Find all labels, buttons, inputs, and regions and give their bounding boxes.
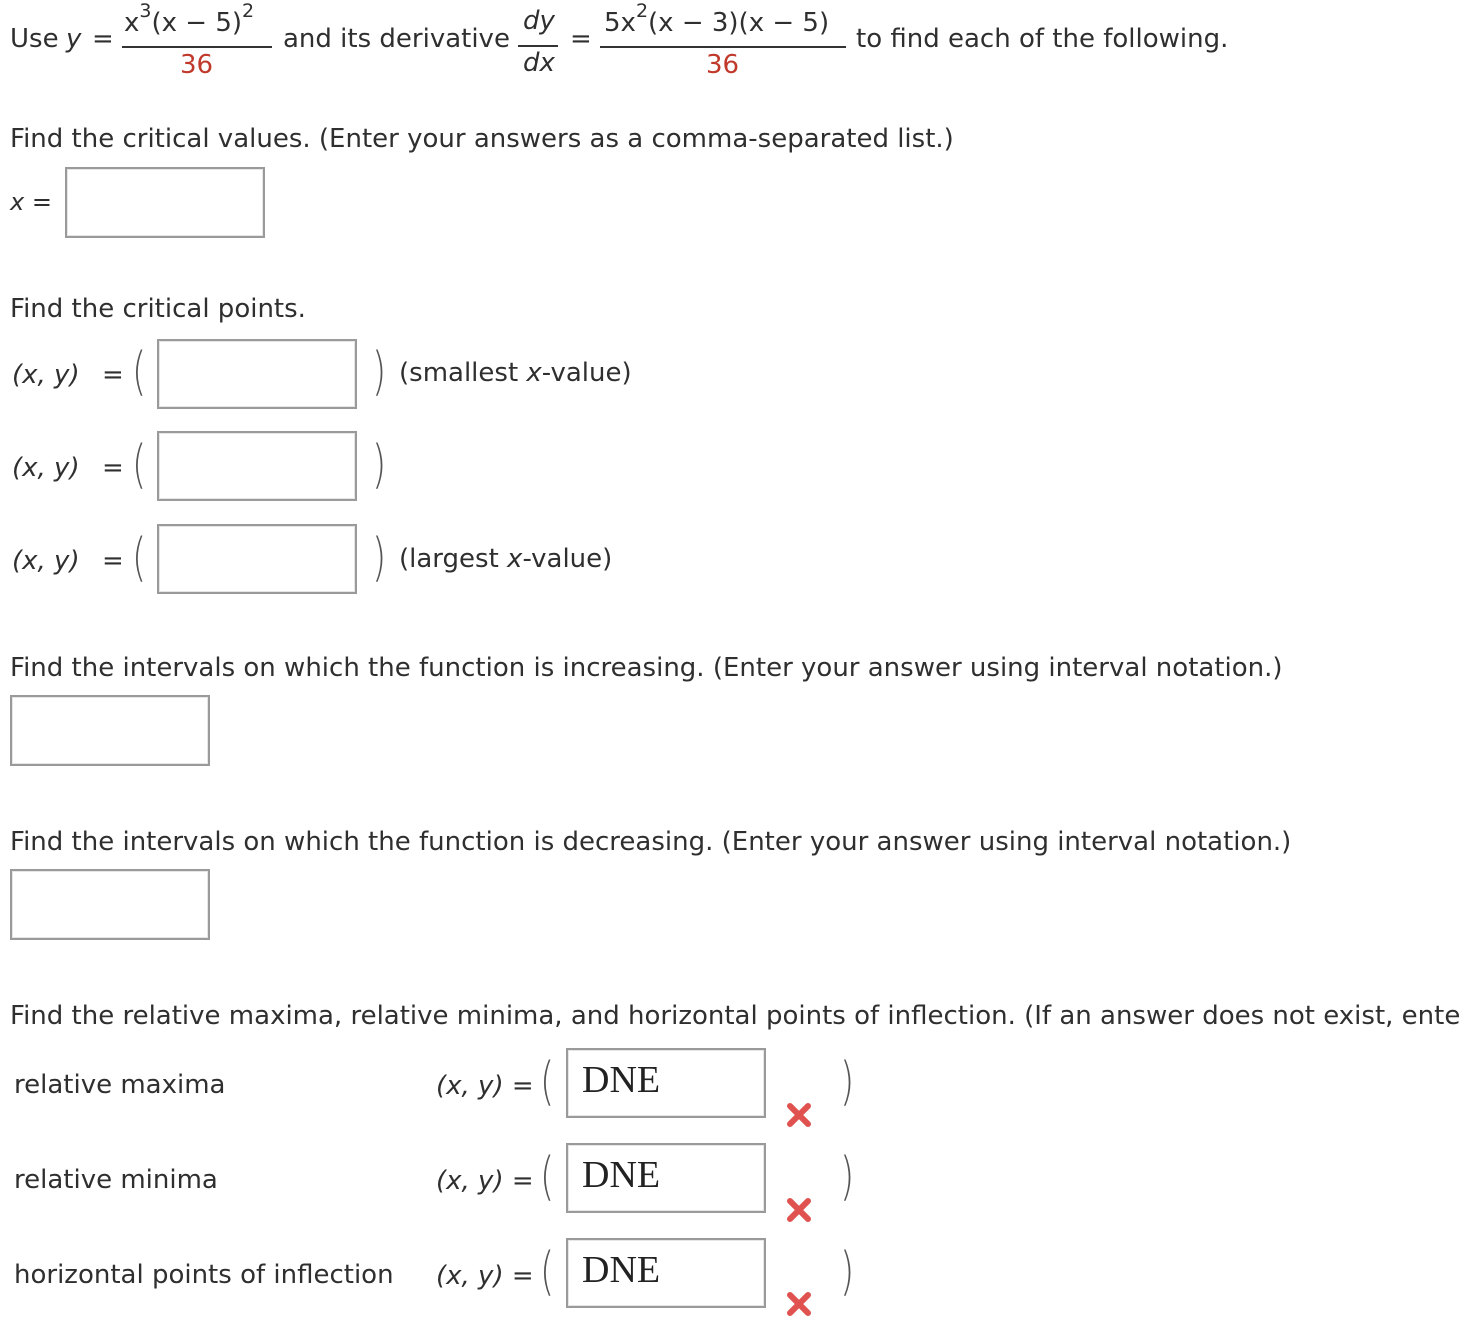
relative-minima-label: relative minima: [14, 1165, 218, 1195]
function-numerator: $x^3(x - 5)^2$: [124, 0, 255, 38]
incorrect-icon: [786, 1197, 812, 1223]
inflection-value: DNE: [582, 1249, 661, 1291]
open-paren: (: [540, 1052, 555, 1112]
open-paren: (: [132, 528, 147, 588]
incorrect-icon: [786, 1102, 812, 1128]
largest-x-note: (largest x-value): [399, 544, 613, 574]
extrema-prompt: Find the relative maxima, relative minima, and horizontal points of inflection. (If an answer does not exist, ente: [10, 1001, 1461, 1031]
critical-point-1-label: (x, y): [12, 360, 80, 390]
derivative-fraction-bar: [600, 46, 846, 48]
critical-values-prompt: Find the critical values. (Enter your answers as a comma-separated list.): [10, 124, 954, 154]
equals-sign: =: [92, 24, 114, 54]
close-paren: ): [372, 435, 387, 495]
use-text: Use: [10, 24, 59, 54]
relative-minima-xy: (x, y) =: [436, 1166, 534, 1196]
derivative-denominator: 36: [706, 50, 740, 80]
derivative-numerator: $5x^2(x - 3)(x - 5)$: [604, 0, 830, 38]
close-paren: ): [372, 342, 387, 402]
relative-maxima-xy: (x, y) =: [436, 1071, 534, 1101]
derivative-equals: =: [570, 24, 592, 54]
open-paren: (: [132, 342, 147, 402]
relative-minima-value: DNE: [582, 1154, 661, 1196]
x-equals-label: x =: [10, 188, 52, 216]
critical-point-2-label: (x, y): [12, 453, 80, 483]
function-fraction-bar: [122, 46, 272, 48]
smallest-x-note: (smallest x-value): [399, 358, 632, 388]
close-paren: ): [840, 1052, 855, 1112]
inflection-xy: (x, y) =: [436, 1261, 534, 1291]
open-paren: (: [540, 1242, 555, 1302]
increasing-prompt: Find the intervals on which the function is increasing. (Enter your answer using interval notation.): [10, 653, 1283, 683]
close-paren: ): [372, 528, 387, 588]
instruction-tail: to find each of the following.: [856, 24, 1229, 54]
inflection-label: horizontal points of inflection: [14, 1260, 394, 1290]
relative-maxima-value: DNE: [582, 1059, 661, 1101]
decreasing-interval-input[interactable]: [10, 869, 210, 940]
open-paren: (: [540, 1147, 555, 1207]
close-paren: ): [840, 1242, 855, 1302]
close-paren: ): [840, 1147, 855, 1207]
critical-point-3-label: (x, y): [12, 546, 80, 576]
critical-point-2-input[interactable]: [157, 431, 357, 501]
critical-point-1-input[interactable]: [157, 339, 357, 409]
critical-point-3-equals: =: [102, 546, 124, 576]
open-paren: (: [132, 435, 147, 495]
derivative-symbol-bar: [518, 45, 558, 47]
and-derivative-text: and its derivative: [283, 24, 510, 54]
y-variable: y: [66, 24, 82, 54]
critical-values-input[interactable]: [65, 167, 265, 238]
relative-maxima-label: relative maxima: [14, 1070, 226, 1100]
critical-points-prompt: Find the critical points.: [10, 294, 306, 324]
increasing-interval-input[interactable]: [10, 695, 210, 766]
critical-point-2-equals: =: [102, 453, 124, 483]
dx-symbol: dx: [523, 48, 555, 78]
critical-point-1-equals: =: [102, 360, 124, 390]
dy-symbol: dy: [523, 6, 555, 36]
incorrect-icon: [786, 1291, 812, 1317]
function-denominator: 36: [180, 50, 214, 80]
decreasing-prompt: Find the intervals on which the function is decreasing. (Enter your answer using interval notation.): [10, 827, 1292, 857]
critical-point-3-input[interactable]: [157, 524, 357, 594]
